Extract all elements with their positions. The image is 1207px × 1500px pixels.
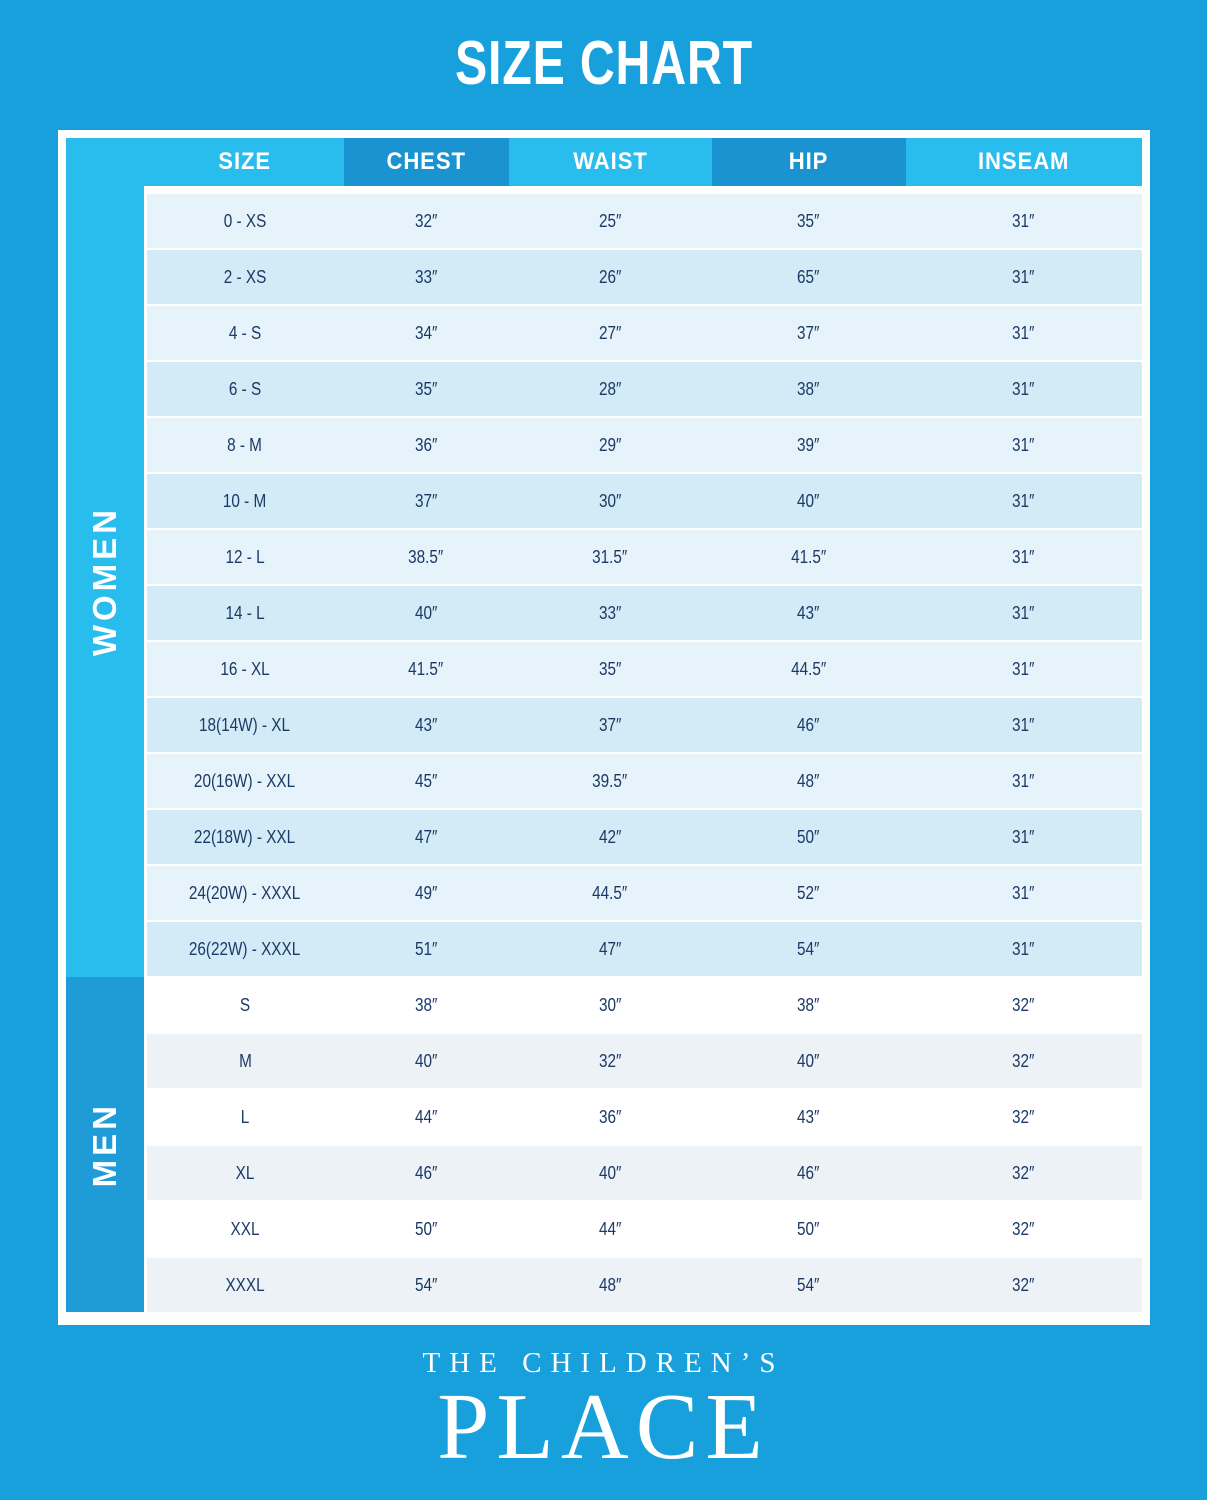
inseam-cell: 32″ <box>1012 994 1035 1015</box>
size-cell: 18(14W) - XL <box>199 714 291 735</box>
table-header-row <box>66 138 1142 186</box>
inseam-cell: 32″ <box>1012 1106 1035 1127</box>
table-row <box>147 810 1142 864</box>
brand-logo-line2: PLACE <box>437 1375 770 1479</box>
hip-cell: 50″ <box>797 826 820 847</box>
hip-cell: 65″ <box>797 266 820 287</box>
waist-cell: 35″ <box>598 658 622 679</box>
waist-cell: 47″ <box>598 938 622 959</box>
size-cell: XXL <box>230 1218 260 1239</box>
inseam-cell: 31″ <box>1012 938 1035 959</box>
brand-logo-line1: THE CHILDREN’S <box>422 1347 785 1379</box>
chest-cell: 38.5″ <box>408 546 444 567</box>
chest-cell: 54″ <box>414 1274 438 1295</box>
header-label-waist: WAIST <box>572 148 648 175</box>
size-cell: S <box>239 994 251 1015</box>
inseam-cell: 31″ <box>1012 210 1035 231</box>
waist-cell: 44″ <box>598 1218 622 1239</box>
header-cell-size <box>66 138 344 186</box>
inseam-cell: 31″ <box>1012 658 1035 679</box>
inseam-cell: 31″ <box>1012 490 1035 511</box>
size-cell: M <box>238 1050 252 1071</box>
chest-cell: 45″ <box>414 770 438 791</box>
chest-cell: 46″ <box>414 1162 438 1183</box>
inseam-cell: 31″ <box>1012 546 1035 567</box>
header-label-chest: CHEST <box>386 148 466 175</box>
chest-cell: 49″ <box>414 882 438 903</box>
hip-cell: 41.5″ <box>790 546 827 567</box>
hip-cell: 46″ <box>797 1162 820 1183</box>
waist-cell: 28″ <box>598 378 622 399</box>
chest-cell: 41.5″ <box>408 658 444 679</box>
hip-cell: 44.5″ <box>790 658 827 679</box>
hip-cell: 35″ <box>797 210 820 231</box>
size-cell: L <box>240 1106 250 1127</box>
header-cell-hip <box>712 138 906 186</box>
chest-cell: 36″ <box>414 434 438 455</box>
table-row <box>147 1034 1142 1088</box>
waist-cell: 31.5″ <box>592 546 628 567</box>
header-label-inseam: INSEAM <box>977 148 1070 175</box>
page-title: SIZE CHART <box>454 29 753 98</box>
waist-cell: 26″ <box>598 266 622 287</box>
header-cell-waist <box>509 138 712 186</box>
table-body-rows <box>147 194 1142 1312</box>
waist-cell: 39.5″ <box>592 770 628 791</box>
size-cell: 10 - M <box>223 490 267 511</box>
header-label-size: SIZE <box>218 148 272 175</box>
header-cell-chest <box>344 138 509 186</box>
chest-cell: 34″ <box>414 322 438 343</box>
table-row <box>147 586 1142 640</box>
waist-cell: 30″ <box>598 490 622 511</box>
table-row <box>147 362 1142 416</box>
size-cell: 4 - S <box>228 322 262 343</box>
header-cell-inseam <box>906 138 1142 186</box>
women-section-label-block <box>66 186 144 977</box>
table-row <box>147 306 1142 360</box>
table-row <box>147 1090 1142 1144</box>
hip-cell: 43″ <box>797 1106 820 1127</box>
inseam-cell: 31″ <box>1012 714 1035 735</box>
waist-cell: 36″ <box>598 1106 622 1127</box>
hip-cell: 40″ <box>797 490 820 511</box>
hip-cell: 46″ <box>797 714 820 735</box>
size-cell: 6 - S <box>228 378 262 399</box>
brand-logo <box>0 1347 1207 1479</box>
table-row <box>147 922 1142 976</box>
hip-cell: 50″ <box>797 1218 820 1239</box>
inseam-cell: 32″ <box>1012 1050 1035 1071</box>
waist-cell: 40″ <box>598 1162 622 1183</box>
hip-cell: 38″ <box>797 994 820 1015</box>
hip-cell: 40″ <box>797 1050 820 1071</box>
waist-cell: 44.5″ <box>592 882 628 903</box>
men-section-label-block <box>66 977 144 1312</box>
size-cell: 26(22W) - XXXL <box>189 938 301 959</box>
size-cell: XXXL <box>225 1274 265 1295</box>
inseam-cell: 31″ <box>1012 882 1035 903</box>
size-cell: 14 - L <box>225 602 265 623</box>
inseam-cell: 32″ <box>1012 1274 1035 1295</box>
table-row <box>147 418 1142 472</box>
section-sidebar <box>66 186 144 1312</box>
size-cell: 24(20W) - XXXL <box>189 882 301 903</box>
chest-cell: 51″ <box>414 938 438 959</box>
waist-cell: 33″ <box>598 602 622 623</box>
inseam-cell: 31″ <box>1012 266 1035 287</box>
inseam-cell: 31″ <box>1012 770 1035 791</box>
inseam-cell: 32″ <box>1012 1218 1035 1239</box>
waist-cell: 30″ <box>598 994 622 1015</box>
size-cell: XL <box>235 1162 255 1183</box>
waist-cell: 37″ <box>598 714 622 735</box>
table-row <box>147 1202 1142 1256</box>
inseam-cell: 31″ <box>1012 434 1035 455</box>
size-cell: 8 - M <box>227 434 263 455</box>
chest-cell: 43″ <box>414 714 438 735</box>
size-table <box>58 130 1150 1325</box>
chest-cell: 32″ <box>414 210 438 231</box>
size-cell: 22(18W) - XXL <box>194 826 296 847</box>
women-section-label: WOMEN <box>85 506 123 657</box>
table-row <box>147 698 1142 752</box>
header-label-hip: HIP <box>788 148 829 175</box>
waist-cell: 48″ <box>598 1274 622 1295</box>
waist-cell: 42″ <box>598 826 622 847</box>
chest-cell: 47″ <box>414 826 438 847</box>
chest-cell: 35″ <box>414 378 438 399</box>
hip-cell: 38″ <box>797 378 820 399</box>
size-cell: 20(16W) - XXL <box>194 770 296 791</box>
size-cell: 12 - L <box>225 546 265 567</box>
hip-cell: 54″ <box>797 1274 820 1295</box>
inseam-cell: 31″ <box>1012 322 1035 343</box>
table-body <box>66 194 1142 1312</box>
table-row <box>147 642 1142 696</box>
hip-cell: 48″ <box>797 770 820 791</box>
table-row <box>147 1258 1142 1312</box>
hip-cell: 43″ <box>797 602 820 623</box>
chest-cell: 50″ <box>414 1218 438 1239</box>
hip-cell: 52″ <box>797 882 820 903</box>
page-title-wrap <box>0 0 1207 124</box>
table-row <box>147 250 1142 304</box>
table-row <box>147 530 1142 584</box>
inseam-cell: 31″ <box>1012 826 1035 847</box>
table-row <box>147 754 1142 808</box>
inseam-cell: 31″ <box>1012 378 1035 399</box>
table-row <box>147 474 1142 528</box>
chest-cell: 44″ <box>414 1106 438 1127</box>
hip-cell: 39″ <box>797 434 820 455</box>
chest-cell: 38″ <box>414 994 438 1015</box>
chest-cell: 40″ <box>414 1050 438 1071</box>
waist-cell: 25″ <box>598 210 622 231</box>
table-row <box>147 1146 1142 1200</box>
inseam-cell: 31″ <box>1012 602 1035 623</box>
waist-cell: 29″ <box>598 434 622 455</box>
waist-cell: 27″ <box>598 322 622 343</box>
chest-cell: 37″ <box>414 490 438 511</box>
table-row <box>147 978 1142 1032</box>
hip-cell: 37″ <box>797 322 820 343</box>
table-row <box>147 194 1142 248</box>
waist-cell: 32″ <box>598 1050 622 1071</box>
size-cell: 0 - XS <box>223 210 267 231</box>
chest-cell: 33″ <box>414 266 438 287</box>
table-row <box>147 866 1142 920</box>
size-cell: 2 - XS <box>223 266 267 287</box>
size-cell: 16 - XL <box>220 658 270 679</box>
men-section-label: MEN <box>85 1101 123 1188</box>
inseam-cell: 32″ <box>1012 1162 1035 1183</box>
chest-cell: 40″ <box>414 602 438 623</box>
hip-cell: 54″ <box>797 938 820 959</box>
